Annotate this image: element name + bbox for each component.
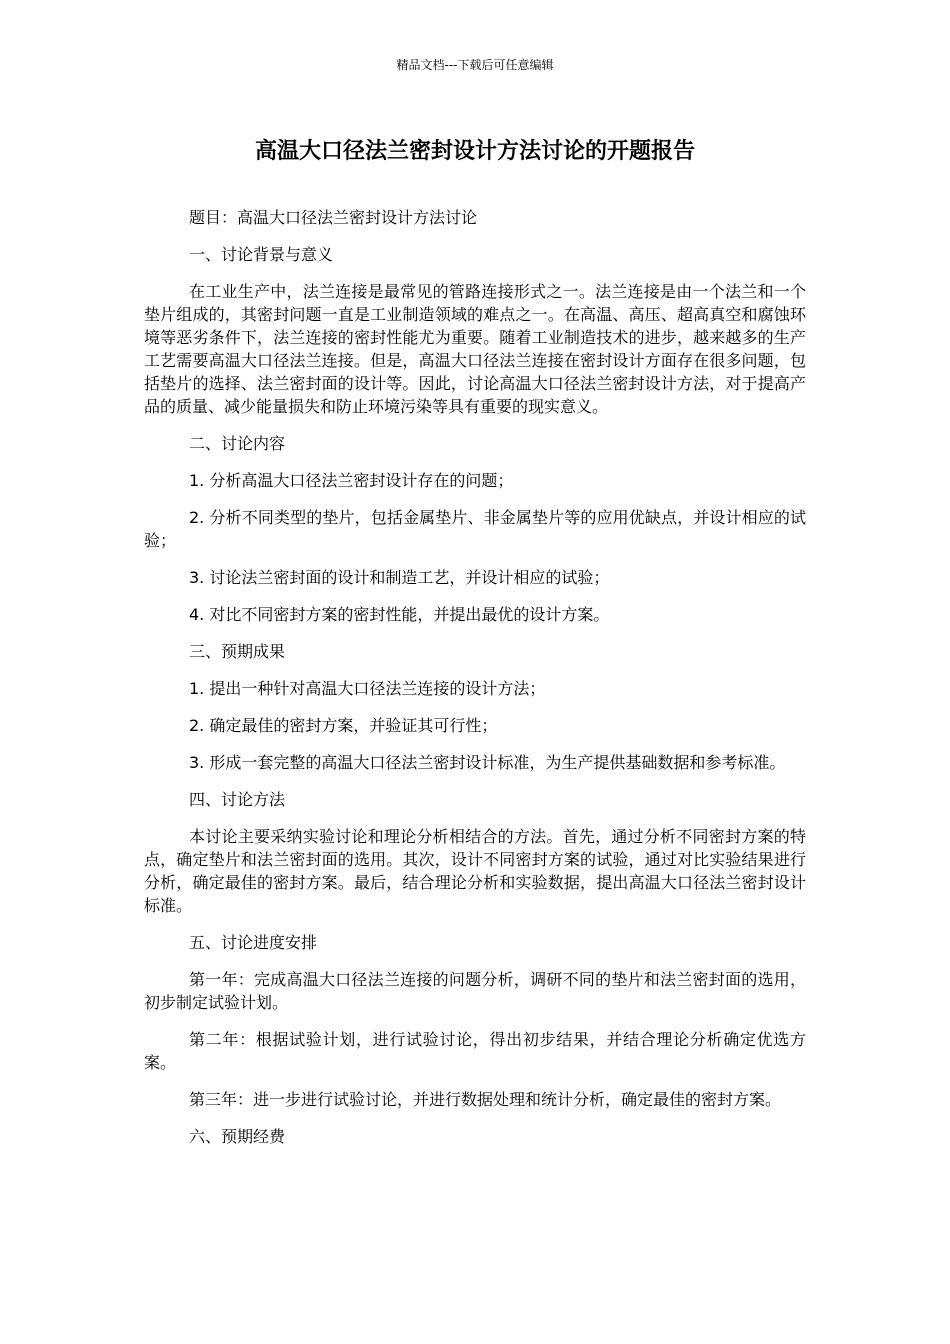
- outcome-item-2: 2. 确定最佳的密封方案，并验证其可行性；: [189, 716, 498, 735]
- section-heading-content: 二、讨论内容: [189, 434, 286, 453]
- outcome-item-3: 3. 形成一套完整的高温大口径法兰密封设计标准，为生产提供基础数据和参考标准。: [189, 753, 786, 772]
- document-body: [144, 206, 806, 1162]
- section-heading-outcomes: 三、预期成果: [189, 642, 286, 661]
- section-heading-methods: 四、讨论方法: [189, 790, 286, 809]
- content-item-3: 3. 讨论法兰密封面的设计和制造工艺，并设计相应的试验；: [189, 568, 610, 587]
- schedule-year-2: 第二年：根据试验计划，进行试验讨论，得出初步结果，并结合理论分析确定优选方案。: [144, 1030, 806, 1072]
- content-item-1: 1. 分析高温大口径法兰密封设计存在的问题；: [189, 471, 514, 490]
- document-title: 高温大口径法兰密封设计方法讨论的开题报告: [254, 139, 695, 164]
- header-note: 精品文档---下载后可任意编辑: [396, 58, 554, 72]
- background-paragraph: 在工业生产中，法兰连接是最常见的管路连接形式之一。法兰连接是由一个法兰和一个垫片组成的，其密封问题一直是工业制造领域的难点之一。在高温、高压、超高真空和腐蚀环境等恶劣条件下，法兰连接的密封性能尤为重要。随着工业制造技术的进步，越来越多的生产工艺需要高温大口径法兰连接。但是，高温大口径法兰连接在密封设计方面存在很多问题，包括垫片的选择、法兰密封面的设计等。因此，讨论高温大口径法兰密封设计方法，对于提高产品的质量、减少能量损失和防止环境污染等具有重要的现实意义。: [144, 282, 806, 416]
- outcome-item-1: 1. 提出一种针对高温大口径法兰连接的设计方法；: [189, 679, 546, 698]
- section-heading-schedule: 五、讨论进度安排: [189, 933, 318, 952]
- schedule-year-1: 第一年：完成高温大口径法兰连接的问题分析，调研不同的垫片和法兰密封面的选用，初步制定试验计划。: [144, 970, 806, 1012]
- section-heading-budget: 六、预期经费: [189, 1127, 286, 1146]
- content-item-4: 4. 对比不同密封方案的密封性能，并提出最优的设计方案。: [189, 605, 610, 624]
- methods-paragraph: 本讨论主要采纳实验讨论和理论分析相结合的方法。首先，通过分析不同密封方案的特点，确定垫片和法兰密封面的选用。其次，设计不同密封方案的试验，通过对比实验结果进行分析，确定最佳的密封方案。最后，结合理论分析和实验数据，提出高温大口径法兰密封设计标准。: [144, 827, 806, 915]
- topic-line: 题目：高温大口径法兰密封设计方法讨论: [189, 208, 478, 227]
- schedule-year-3: 第三年：进一步进行试验讨论，并进行数据处理和统计分析，确定最佳的密封方案。: [189, 1090, 782, 1109]
- section-heading-background: 一、讨论背景与意义: [189, 245, 334, 264]
- content-item-2: 2. 分析不同类型的垫片，包括金属垫片、非金属垫片等的应用优缺点，并设计相应的试验；: [144, 508, 806, 550]
